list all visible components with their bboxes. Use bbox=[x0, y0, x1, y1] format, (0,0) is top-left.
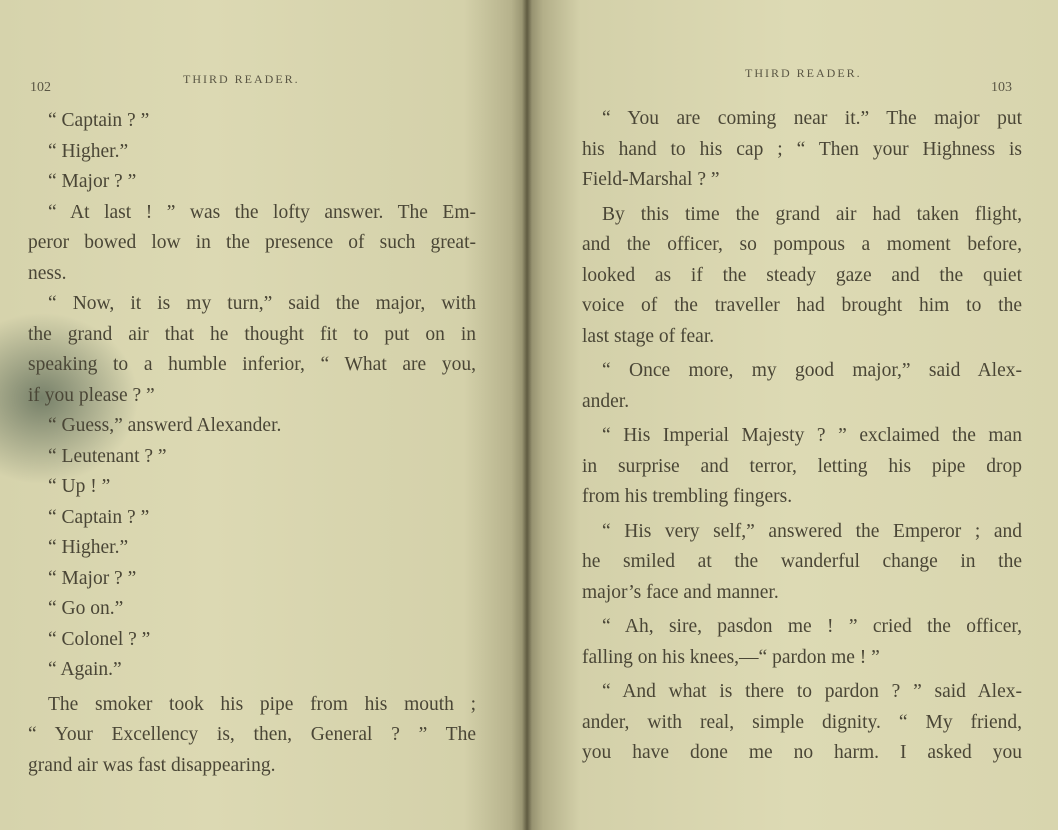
text-line: “ His Imperial Majesty ? ” exclaimed the man bbox=[602, 425, 1022, 446]
text-line: “ Higher.” bbox=[48, 537, 129, 558]
text-line: “ And what is there to pardon ? ” said Alex- bbox=[602, 681, 1022, 702]
text-line: peror bowed low in the presence of such great- bbox=[28, 232, 476, 253]
text-line: the grand air that he thought fit to put on in bbox=[28, 323, 476, 345]
text-line: “ Again.” bbox=[48, 659, 122, 680]
right-page-number: 103 bbox=[991, 80, 1012, 95]
text-line: “ Captain ? ” bbox=[48, 506, 150, 528]
text-line: The smoker took his pipe from his mouth ; bbox=[48, 693, 476, 715]
text-line: “ Captain ? ” bbox=[48, 110, 150, 131]
text-line: “ Major ? ” bbox=[48, 171, 137, 192]
text-line: looked as if the steady gaze and the quiet bbox=[582, 264, 1022, 286]
left-page-number: 102 bbox=[30, 80, 51, 95]
text-line: Field-Marshal ? ” bbox=[582, 169, 720, 190]
text-line: “ Your Excellency is, then, General ? ” The bbox=[28, 724, 476, 745]
text-line: “ Leutenant ? ” bbox=[48, 445, 167, 467]
right-running-head: THIRD READER. bbox=[745, 66, 862, 80]
text-line: “ Once more, my good major,” said Alex- bbox=[602, 360, 1022, 381]
text-line: “ Guess,” answerd Alexander. bbox=[48, 415, 282, 436]
text-line: in surprise and terror, letting his pipe drop bbox=[582, 455, 1022, 477]
left-page bbox=[0, 0, 527, 830]
text-line: from his trembling fingers. bbox=[582, 486, 793, 507]
text-line: you have done me no harm. I asked you bbox=[582, 742, 1022, 763]
text-line: “ His very self,” answered the Emperor ; and bbox=[602, 520, 1022, 542]
text-line: “ You are coming near it.” The major put bbox=[602, 108, 1022, 129]
text-line: “ Go on.” bbox=[48, 598, 124, 619]
text-line: ander. bbox=[582, 390, 630, 412]
text-line: “ Major ? ” bbox=[48, 567, 137, 589]
left-page-text bbox=[28, 106, 476, 781]
text-line: “ At last ! ” was the lofty answer. The Em- bbox=[48, 201, 476, 223]
text-line: last stage of fear. bbox=[582, 325, 715, 347]
right-page-text bbox=[582, 104, 1022, 769]
text-line: grand air was fast disappearing. bbox=[28, 754, 276, 776]
left-running-head: THIRD READER. bbox=[183, 72, 300, 86]
text-line: ness. bbox=[28, 262, 67, 284]
text-line: and the officer, so pompous a moment before, bbox=[582, 234, 1022, 255]
text-line: speaking to a humble inferior, “ What are you, bbox=[28, 354, 476, 375]
text-line: “ Ah, sire, pasdon me ! ” cried the officer, bbox=[602, 616, 1022, 637]
text-line: his hand to his cap ; “ Then your Highness is bbox=[582, 138, 1022, 160]
text-line: By this time the grand air had taken flight, bbox=[602, 203, 1022, 225]
book-gutter bbox=[522, 0, 532, 830]
text-line: falling on his knees,—“ pardon me ! ” bbox=[582, 646, 880, 668]
text-line: if you please ? ” bbox=[28, 384, 155, 406]
text-line: “ Higher.” bbox=[48, 140, 129, 162]
text-line: voice of the traveller had brought him to the bbox=[582, 295, 1022, 316]
text-line: “ Colonel ? ” bbox=[48, 628, 151, 650]
text-line: ander, with real, simple dignity. “ My friend, bbox=[582, 711, 1022, 733]
text-line: “ Now, it is my turn,” said the major, with bbox=[48, 293, 476, 314]
right-page bbox=[527, 0, 1058, 830]
text-line: he smiled at the wanderful change in the bbox=[582, 551, 1022, 572]
text-line: “ Up ! ” bbox=[48, 476, 111, 497]
text-line: major’s face and manner. bbox=[582, 581, 779, 603]
